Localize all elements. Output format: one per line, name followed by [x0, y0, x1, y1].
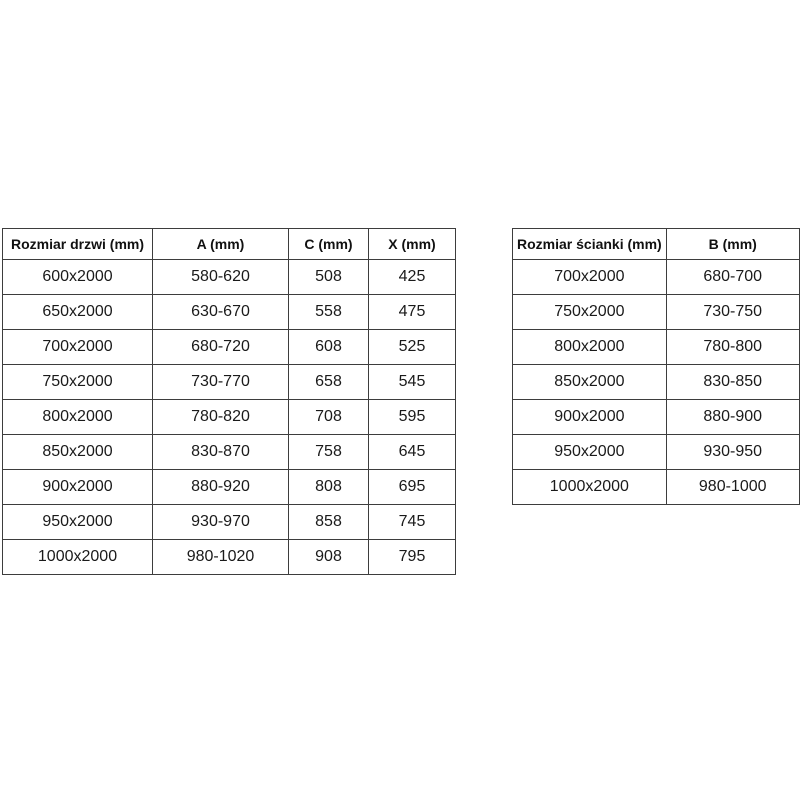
table-cell: 708: [289, 400, 369, 435]
table-cell: 930-970: [153, 505, 289, 540]
table-cell: 800x2000: [3, 400, 153, 435]
table-row: [513, 400, 800, 435]
column-header: Rozmiar drzwi (mm): [3, 229, 153, 260]
table-cell: 745: [369, 505, 456, 540]
table-cell: 858: [289, 505, 369, 540]
table-cell: 750x2000: [513, 295, 667, 330]
table-cell: 645: [369, 435, 456, 470]
table-cell: 680-720: [153, 330, 289, 365]
table-cell: 780-820: [153, 400, 289, 435]
table-cell: 830-870: [153, 435, 289, 470]
column-header: C (mm): [289, 229, 369, 260]
table-cell: 750x2000: [3, 365, 153, 400]
wall-size-table: [512, 228, 800, 505]
table-cell: 680-700: [666, 260, 799, 295]
table-cell: 425: [369, 260, 456, 295]
column-header: B (mm): [666, 229, 799, 260]
table-cell: 695: [369, 470, 456, 505]
table-row: [3, 295, 456, 330]
column-header: Rozmiar ścianki (mm): [513, 229, 667, 260]
table-row: [3, 330, 456, 365]
table-row: [3, 470, 456, 505]
table-row: [3, 505, 456, 540]
column-header: A (mm): [153, 229, 289, 260]
table-cell: 908: [289, 540, 369, 575]
table-cell: 1000x2000: [513, 470, 667, 505]
table-cell: 850x2000: [513, 365, 667, 400]
table-row: [3, 260, 456, 295]
table-row: [513, 470, 800, 505]
table-cell: 508: [289, 260, 369, 295]
table-cell: 608: [289, 330, 369, 365]
door-size-table-container: [2, 228, 456, 575]
table-row: [513, 435, 800, 470]
table-row: [513, 330, 800, 365]
table-cell: 950x2000: [513, 435, 667, 470]
table-row: [513, 295, 800, 330]
table-cell: 800x2000: [513, 330, 667, 365]
table-cell: 658: [289, 365, 369, 400]
table-cell: 930-950: [666, 435, 799, 470]
table-cell: 950x2000: [3, 505, 153, 540]
table-cell: 880-920: [153, 470, 289, 505]
wall-size-table-container: [512, 228, 800, 505]
table-row: [3, 435, 456, 470]
table-cell: 730-750: [666, 295, 799, 330]
table-cell: 700x2000: [3, 330, 153, 365]
table-cell: 980-1000: [666, 470, 799, 505]
table-cell: 758: [289, 435, 369, 470]
table-cell: 595: [369, 400, 456, 435]
table-row: [3, 400, 456, 435]
table-cell: 475: [369, 295, 456, 330]
table-cell: 700x2000: [513, 260, 667, 295]
table-cell: 780-800: [666, 330, 799, 365]
header-row: [3, 229, 456, 260]
column-header: X (mm): [369, 229, 456, 260]
door-size-table: [2, 228, 456, 575]
table-cell: 808: [289, 470, 369, 505]
table-cell: 630-670: [153, 295, 289, 330]
table-cell: 900x2000: [513, 400, 667, 435]
table-cell: 580-620: [153, 260, 289, 295]
table-cell: 880-900: [666, 400, 799, 435]
table-cell: 650x2000: [3, 295, 153, 330]
table-row: [3, 365, 456, 400]
header-row: [513, 229, 800, 260]
table-cell: 980-1020: [153, 540, 289, 575]
table-row: [513, 365, 800, 400]
table-cell: 600x2000: [3, 260, 153, 295]
table-cell: 830-850: [666, 365, 799, 400]
table-cell: 730-770: [153, 365, 289, 400]
table-cell: 900x2000: [3, 470, 153, 505]
table-cell: 795: [369, 540, 456, 575]
table-row: [513, 260, 800, 295]
table-cell: 545: [369, 365, 456, 400]
table-cell: 558: [289, 295, 369, 330]
table-row: [3, 540, 456, 575]
table-cell: 1000x2000: [3, 540, 153, 575]
table-cell: 525: [369, 330, 456, 365]
table-cell: 850x2000: [3, 435, 153, 470]
